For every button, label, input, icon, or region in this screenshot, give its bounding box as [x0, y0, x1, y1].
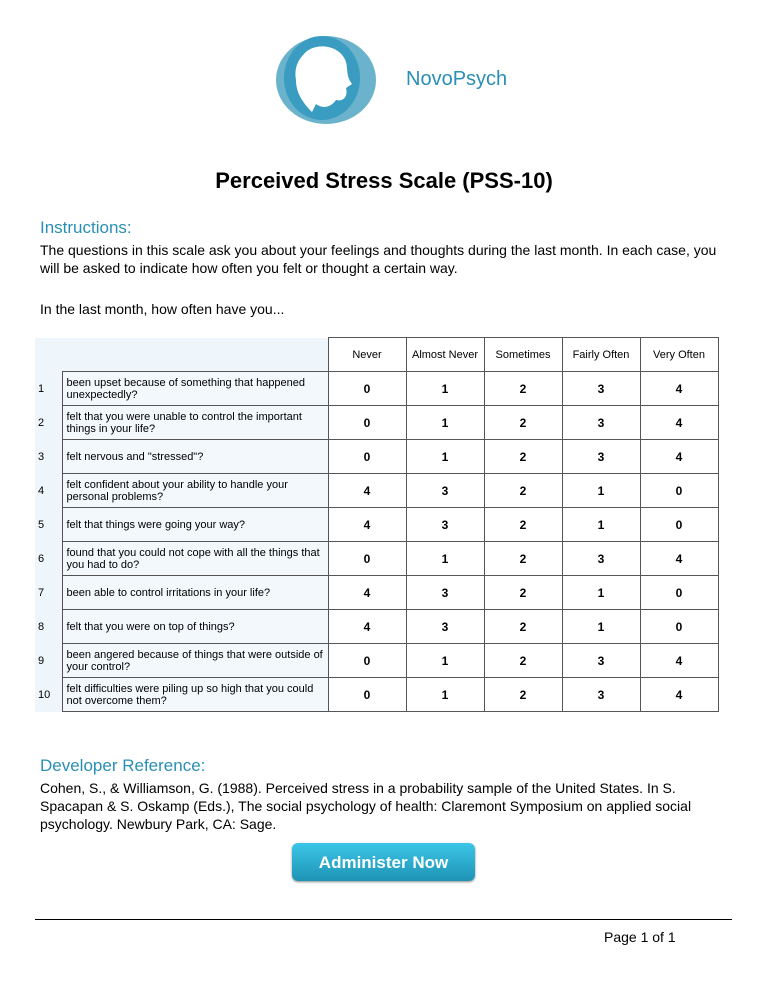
- item-score: 2: [484, 406, 562, 440]
- item-number: 10: [35, 678, 62, 712]
- item-score: 3: [562, 644, 640, 678]
- item-score: 2: [484, 440, 562, 474]
- item-question: felt that you were unable to control the important things in your life?: [62, 406, 328, 440]
- item-score: 3: [562, 542, 640, 576]
- item-number: 4: [35, 474, 62, 508]
- item-score: 2: [484, 610, 562, 644]
- item-score: 0: [640, 610, 718, 644]
- table-row: [35, 508, 718, 542]
- table-row: [35, 440, 718, 474]
- item-score: 1: [406, 542, 484, 576]
- item-score: 0: [328, 440, 406, 474]
- item-score: 3: [406, 576, 484, 610]
- header-blank: [35, 338, 328, 372]
- item-number: 3: [35, 440, 62, 474]
- item-score: 3: [406, 474, 484, 508]
- item-score: 1: [406, 372, 484, 406]
- item-score: 0: [328, 644, 406, 678]
- item-score: 4: [640, 440, 718, 474]
- item-score: 2: [484, 474, 562, 508]
- novopsych-logo-icon: [274, 34, 378, 126]
- item-score: 1: [562, 474, 640, 508]
- column-header: Sometimes: [484, 338, 562, 372]
- table-row: [35, 610, 718, 644]
- item-score: 1: [562, 610, 640, 644]
- brand-name: NovoPsych: [406, 68, 508, 90]
- item-score: 4: [328, 508, 406, 542]
- item-score: 2: [484, 644, 562, 678]
- item-question: been angered because of things that were outside of your control?: [62, 644, 328, 678]
- item-score: 2: [484, 542, 562, 576]
- item-score: 1: [562, 576, 640, 610]
- item-score: 3: [562, 406, 640, 440]
- item-score: 1: [406, 440, 484, 474]
- page-number: Page 1 of 1: [604, 929, 676, 945]
- item-question: been upset because of something that happened unexpectedly?: [62, 372, 328, 406]
- item-score: 3: [562, 440, 640, 474]
- item-number: 5: [35, 508, 62, 542]
- prompt-text: In the last month, how often have you...: [40, 301, 285, 317]
- item-number: 9: [35, 644, 62, 678]
- item-score: 4: [640, 678, 718, 712]
- table-row: [35, 372, 718, 406]
- footer-divider: [35, 919, 732, 920]
- table-row: [35, 644, 718, 678]
- item-number: 1: [35, 372, 62, 406]
- column-header: Very Often: [640, 338, 718, 372]
- column-header: Fairly Often: [562, 338, 640, 372]
- item-score: 1: [406, 678, 484, 712]
- item-score: 4: [640, 372, 718, 406]
- item-score: 4: [328, 474, 406, 508]
- table-row: [35, 678, 718, 712]
- item-score: 1: [562, 508, 640, 542]
- item-score: 4: [328, 576, 406, 610]
- item-number: 6: [35, 542, 62, 576]
- table-row: [35, 542, 718, 576]
- item-number: 8: [35, 610, 62, 644]
- item-score: 0: [328, 406, 406, 440]
- item-score: 3: [562, 372, 640, 406]
- item-score: 2: [484, 372, 562, 406]
- item-score: 2: [484, 576, 562, 610]
- column-header: Never: [328, 338, 406, 372]
- table-row: [35, 474, 718, 508]
- table-row: [35, 406, 718, 440]
- column-header: Almost Never: [406, 338, 484, 372]
- page-title: Perceived Stress Scale (PSS-10): [215, 168, 553, 193]
- item-score: 2: [484, 508, 562, 542]
- item-question: felt difficulties were piling up so high that you could not overcome them?: [62, 678, 328, 712]
- item-question: found that you could not cope with all the things that you had to do?: [62, 542, 328, 576]
- item-score: 3: [406, 508, 484, 542]
- item-score: 0: [640, 508, 718, 542]
- item-number: 2: [35, 406, 62, 440]
- item-score: 4: [640, 406, 718, 440]
- item-score: 0: [328, 542, 406, 576]
- pss-table: [35, 337, 719, 712]
- item-score: 0: [640, 576, 718, 610]
- item-question: felt confident about your ability to handle your personal problems?: [62, 474, 328, 508]
- item-score: 4: [328, 610, 406, 644]
- item-number: 7: [35, 576, 62, 610]
- item-score: 1: [406, 644, 484, 678]
- item-score: 4: [640, 542, 718, 576]
- instructions-heading: Instructions:: [40, 218, 132, 237]
- item-score: 3: [406, 610, 484, 644]
- item-question: felt nervous and "stressed"?: [62, 440, 328, 474]
- item-question: felt that you were on top of things?: [62, 610, 328, 644]
- table-row: [35, 576, 718, 610]
- reference-heading: Developer Reference:: [40, 756, 206, 775]
- item-score: 4: [640, 644, 718, 678]
- item-score: 2: [484, 678, 562, 712]
- instructions-text: The questions in this scale ask you about your feelings and thoughts during the last month. In each case, you will be asked to indicate how often you felt or thought a certain way.: [40, 242, 717, 276]
- item-score: 0: [328, 678, 406, 712]
- administer-now-button[interactable]: Administer Now: [292, 843, 475, 881]
- item-score: 0: [328, 372, 406, 406]
- item-score: 3: [562, 678, 640, 712]
- item-question: been able to control irritations in your life?: [62, 576, 328, 610]
- item-score: 1: [406, 406, 484, 440]
- reference-text: Cohen, S., & Williamson, G. (1988). Perceived stress in a probability sample of the United States. In S. Spacapan & S. Oskamp (Eds.), The social psychology of health: Claremont Symposium on applied social psychology. Newbury Park, CA: Sage.: [40, 780, 692, 832]
- item-question: felt that things were going your way?: [62, 508, 328, 542]
- item-score: 0: [640, 474, 718, 508]
